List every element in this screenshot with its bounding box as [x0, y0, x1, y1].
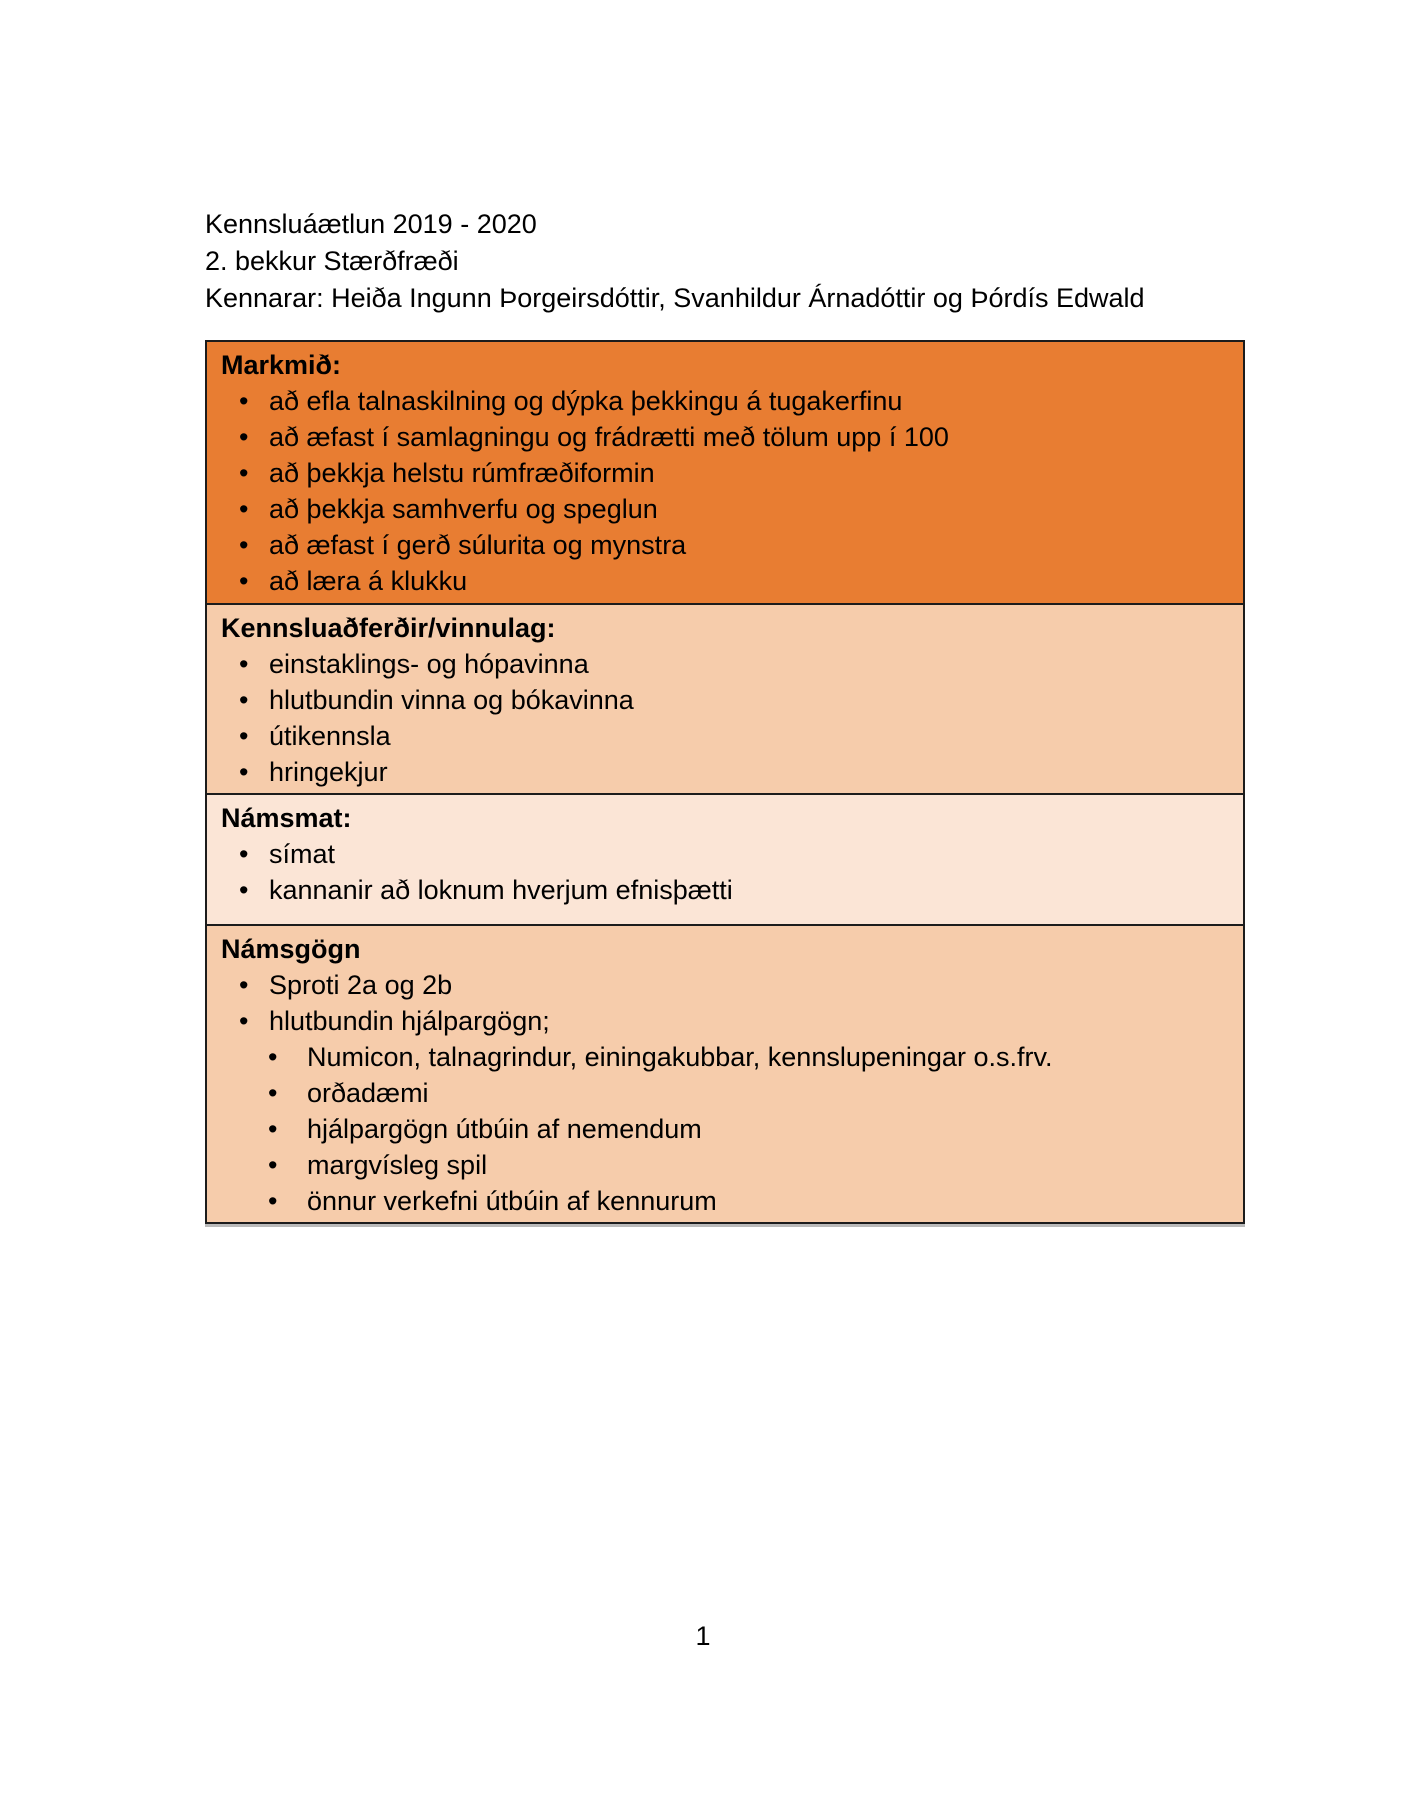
bullet-icon: •	[239, 970, 249, 1000]
bullet-icon: •	[239, 566, 249, 596]
lesson-plan-table	[205, 340, 1245, 1224]
section-namsgogn	[207, 926, 1243, 1222]
list-item-text: hjálpargögn útbúin af nemendum	[307, 1114, 702, 1144]
bullet-icon: •	[239, 875, 249, 905]
list-item	[221, 754, 1229, 790]
list-item-text: að læra á klukku	[269, 566, 468, 596]
bullet-icon: •	[239, 386, 249, 416]
section-namsmat	[207, 795, 1243, 926]
bullet-icon: •	[239, 1006, 249, 1036]
bullet-icon: •	[239, 458, 249, 488]
list-item-text: hlutbundin hjálpargögn;	[269, 1006, 550, 1036]
bullet-icon: •	[268, 1150, 278, 1180]
list-item-text: orðadæmi	[307, 1078, 429, 1108]
bullet-icon: •	[268, 1042, 278, 1072]
list-item-text: margvísleg spil	[307, 1150, 488, 1180]
bullet-icon: •	[239, 757, 249, 787]
list-item-text: kannanir að loknum hverjum efnisþætti	[269, 875, 733, 905]
section-title: Markmið:	[221, 350, 342, 380]
bullet-icon: •	[268, 1078, 278, 1108]
sub-list-item	[221, 1039, 1229, 1075]
list-item	[221, 682, 1229, 718]
sub-list-item	[221, 1075, 1229, 1111]
list-item	[221, 967, 1229, 1003]
list-item-text: símat	[269, 839, 336, 869]
list-item	[221, 383, 1229, 419]
bullet-icon: •	[268, 1186, 278, 1216]
doc-teachers-line: Kennarar: Heiða Ingunn Þorgeirsdóttir, Svanhildur Árnadóttir og Þórdís Edwald	[205, 283, 1145, 313]
list-item-text: einstaklings- og hópavinna	[269, 649, 589, 679]
bullet-icon: •	[239, 649, 249, 679]
list-item-text: að æfast í gerð súlurita og mynstra	[269, 530, 687, 560]
list-item	[221, 718, 1229, 754]
list-item	[221, 872, 1229, 908]
bullet-icon: •	[239, 422, 249, 452]
bullet-icon: •	[239, 721, 249, 751]
list-item-text: að þekkja helstu rúmfræðiformin	[269, 458, 655, 488]
bullet-icon: •	[239, 494, 249, 524]
section-title: Námsgögn	[221, 934, 361, 964]
goals-list	[221, 383, 1229, 599]
sub-list-item	[221, 1111, 1229, 1147]
section-kennsluadferdir	[207, 605, 1243, 795]
doc-subtitle: 2. bekkur Stærðfræði	[205, 246, 459, 276]
list-item-text: önnur verkefni útbúin af kennurum	[307, 1186, 717, 1216]
list-item-text: að efla talnaskilning og dýpka þekkingu á tugakerfinu	[269, 386, 903, 416]
section-markmid	[207, 342, 1243, 605]
list-item-text: hringekjur	[269, 757, 388, 787]
list-item	[221, 491, 1229, 527]
list-item-text: að þekkja samhverfu og speglun	[269, 494, 658, 524]
list-item	[221, 836, 1229, 872]
section-title: Námsmat:	[221, 803, 352, 833]
bullet-icon: •	[239, 839, 249, 869]
assessment-list	[221, 836, 1229, 908]
list-item-text: Sproti 2a og 2b	[269, 970, 453, 1000]
list-item	[221, 455, 1229, 491]
sub-list-item	[221, 1147, 1229, 1183]
list-item	[221, 527, 1229, 563]
list-item	[221, 419, 1229, 455]
bullet-icon: •	[268, 1114, 278, 1144]
list-item-text: Numicon, talnagrindur, einingakubbar, kennslupeningar o.s.frv.	[307, 1042, 1053, 1072]
list-item-text: hlutbundin vinna og bókavinna	[269, 685, 634, 715]
list-item	[221, 1003, 1229, 1039]
document-header	[205, 206, 1145, 317]
bullet-icon: •	[239, 685, 249, 715]
list-item-text: að æfast í samlagningu og frádrætti með tölum upp í 100	[269, 422, 949, 452]
list-item	[221, 563, 1229, 599]
bullet-icon: •	[239, 530, 249, 560]
doc-title: Kennsluáætlun 2019 - 2020	[205, 209, 537, 239]
list-item-text: útikennsla	[269, 721, 391, 751]
sub-list-item	[221, 1183, 1229, 1219]
materials-list	[221, 967, 1229, 1219]
section-title: Kennsluaðferðir/vinnulag:	[221, 613, 556, 643]
methods-list	[221, 646, 1229, 790]
list-item	[221, 646, 1229, 682]
page-number: 1	[695, 1621, 711, 1651]
